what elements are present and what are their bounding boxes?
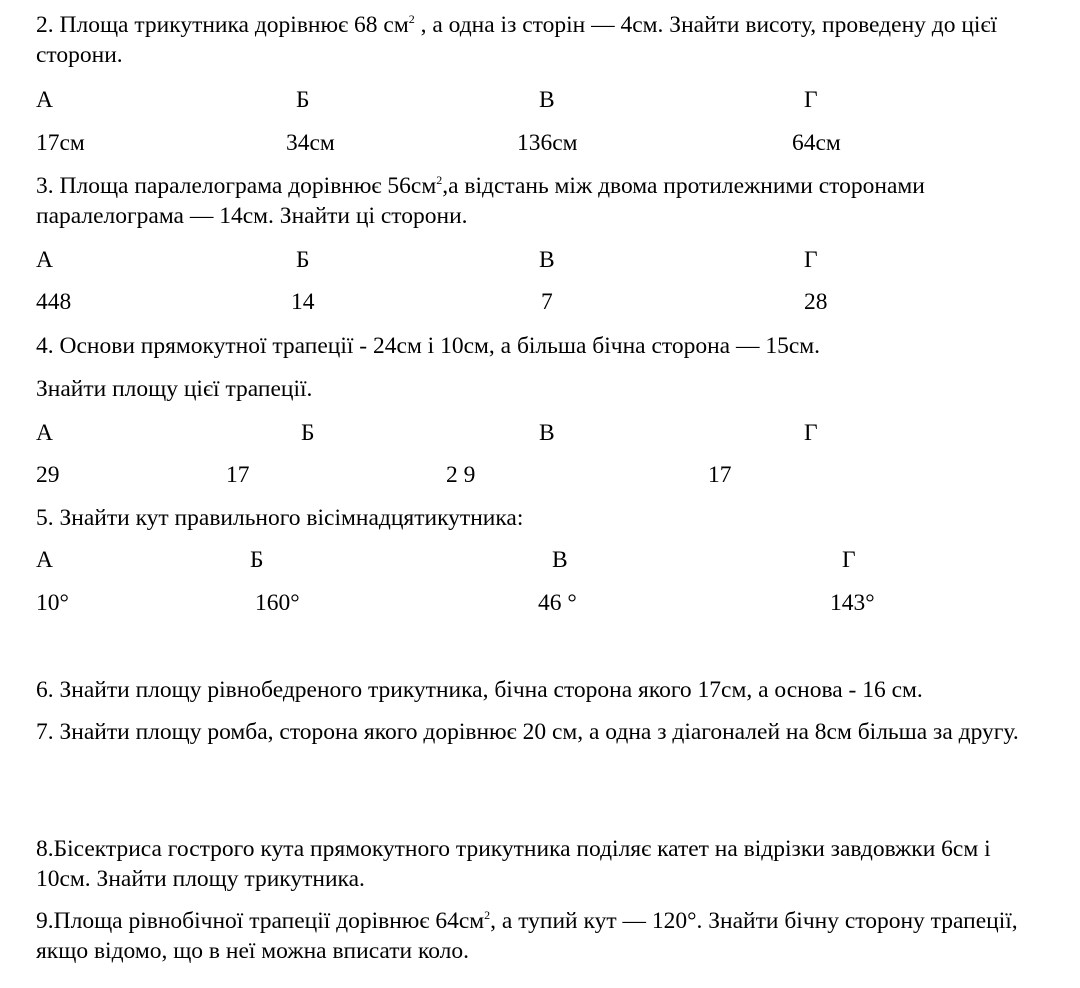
option-label-v: В — [539, 87, 555, 113]
superscript: 2 — [484, 908, 491, 922]
question-9-text-part: , а тупий кут — 120°. Знайти бічну сторону трапеції, якщо відомо, що в неї можна вписати коло. — [36, 908, 1018, 964]
answer-a: 10° — [36, 590, 69, 616]
question-7-text: 7. Знайти площу ромба, сторона якого дорівнює 20 см, а одна з діагоналей на 8см більша за другу. — [36, 719, 1019, 745]
question-3-option-labels — [0, 245, 1080, 275]
question-5-text: 5. Знайти кут правильного вісімнадцятикутника: — [36, 505, 524, 531]
answer-g: 64см — [792, 130, 841, 156]
answer-a: 29 — [36, 462, 60, 488]
answer-v: 7 — [541, 289, 553, 315]
option-label-b: Б — [296, 87, 310, 113]
option-label-g: Г — [804, 247, 818, 273]
answer-g: 28 — [804, 289, 828, 315]
question-4-option-labels — [0, 418, 1080, 448]
question-5-option-labels — [0, 545, 1080, 575]
question-4-line-1: 4. Основи прямокутної трапеції - 24см і 10см, а більша бічна сторона — 15см. — [36, 333, 821, 359]
answer-a: 448 — [36, 289, 72, 315]
question-4-answers — [0, 460, 1080, 490]
option-label-g: Г — [804, 420, 818, 446]
answer-g: 143° — [830, 590, 875, 616]
question-9-text-part: 9.Площа рівнобічної трапеції дорівнює 64см — [36, 908, 485, 934]
question-3-text — [36, 171, 1038, 231]
option-label-v: В — [539, 420, 555, 446]
question-9-text — [36, 906, 1038, 966]
superscript: 2 — [408, 12, 415, 26]
question-2-text-part: 2. Площа трикутника дорівнює 68 см — [36, 12, 409, 38]
question-6-text: 6. Знайти площу рівнобедреного трикутника, бічна сторона якого 17см, а основа - 16 см. — [36, 677, 923, 703]
answer-b: 160° — [255, 590, 300, 616]
answer-g: 17 — [708, 462, 732, 488]
answer-v: 46 ° — [538, 590, 577, 616]
question-3-answers — [0, 287, 1080, 317]
option-label-g: Г — [842, 547, 856, 573]
question-2-text-part: , а одна із сторін — 4см. Знайти висоту, проведену до цієї сторони. — [36, 12, 998, 68]
answer-v: 136см — [517, 130, 578, 156]
question-5-answers — [0, 588, 1080, 618]
option-label-v: В — [552, 547, 568, 573]
question-8-text: 8.Бісектриса гострого кута прямокутного трикутника поділяє катет на відрізки завдовжки 6см і 10см. Знайти площу трикутника. — [36, 836, 991, 892]
answer-v: 2 9 — [446, 462, 476, 488]
question-2-option-labels — [0, 85, 1080, 115]
question-3-text-part: ,а відстань між двома протилежними сторонами паралелограма — 14см. Знайти ці сторони. — [36, 173, 925, 229]
answer-b: 34см — [286, 130, 335, 156]
question-2-answers — [0, 128, 1080, 158]
option-label-b: Б — [250, 547, 264, 573]
question-3-text-part: 3. Площа паралелограма дорівнює 56см — [36, 173, 437, 199]
option-label-a: А — [36, 420, 53, 446]
option-label-a: А — [36, 247, 53, 273]
superscript: 2 — [436, 173, 443, 187]
option-label-a: А — [36, 547, 53, 573]
answer-a: 17см — [36, 130, 85, 156]
question-4-line-2: Знайти площу цієї трапеції. — [36, 376, 313, 402]
option-label-b: Б — [296, 247, 310, 273]
answer-b: 14 — [291, 289, 315, 315]
answer-b: 17 — [226, 462, 250, 488]
option-label-v: В — [539, 247, 555, 273]
option-label-a: А — [36, 87, 53, 113]
question-2-text — [36, 10, 1038, 70]
option-label-b: Б — [301, 420, 315, 446]
option-label-g: Г — [804, 87, 818, 113]
